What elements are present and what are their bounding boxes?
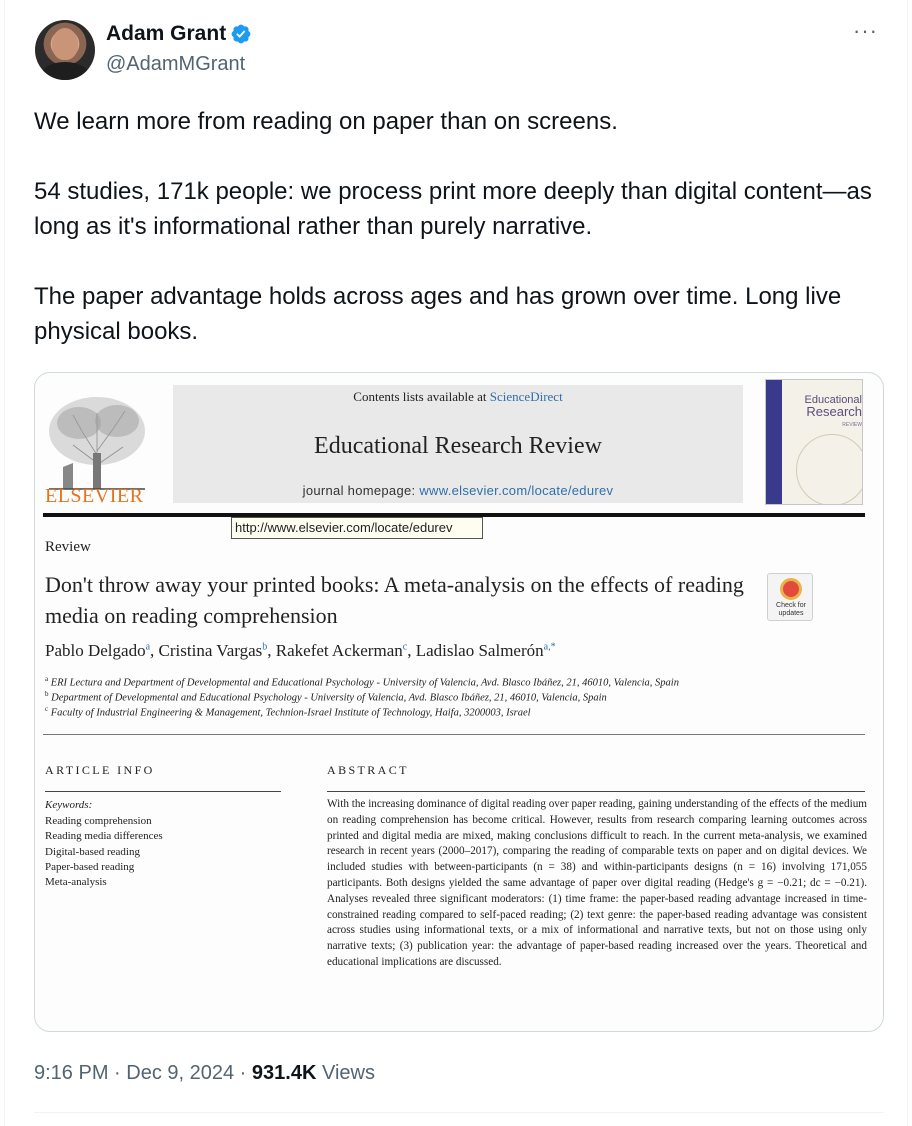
tweet-paragraph: 54 studies, 171k people: we process print more deeply than digital content—as long as it's informational rather than purely narrative. <box>34 178 872 240</box>
author-entry: Ladislao Salmerón <box>415 641 544 660</box>
tweet-time[interactable]: 9:16 PM <box>34 1062 109 1084</box>
homepage-line <box>173 483 743 498</box>
abstract-label: ABSTRACT <box>327 763 409 777</box>
more-icon[interactable]: ··· <box>853 18 878 43</box>
avatar-face <box>52 28 78 60</box>
attached-image[interactable] <box>34 372 884 1032</box>
tweet-date[interactable]: Dec 9, 2024 <box>126 1062 235 1084</box>
author-name-row <box>106 22 252 46</box>
contents-line <box>173 389 743 405</box>
cover-globe <box>796 434 863 505</box>
affiliation-text: ERI Lectura and Department of Developmental and Educational Psychology - University of Valencia, Avd. Blasco Ibáñez, 21, 46010, Valencia, Spain <box>50 677 679 689</box>
author-entry: Pablo Delgado <box>45 641 146 660</box>
cover-title <box>786 394 862 419</box>
journal-cover <box>765 379 863 505</box>
affiliation-sup: b <box>45 690 49 698</box>
affiliation <box>45 690 845 704</box>
author-sup[interactable]: b <box>262 641 268 653</box>
avatar[interactable] <box>35 20 95 80</box>
article-info-rule <box>45 791 281 792</box>
journal-title: Educational Research Review <box>314 433 602 459</box>
tweet-card <box>4 0 908 1126</box>
tweet-meta <box>34 1062 375 1085</box>
check-for-updates-badge[interactable] <box>767 573 813 621</box>
author-sup[interactable]: a,* <box>543 641 556 653</box>
affiliation-text: Faculty of Industrial Engineering & Management, Technion-Israel Institute of Technology, Haifa, 3200003, Israel <box>50 707 531 719</box>
abstract-text: With the increasing dominance of digital reading over paper reading, gaining understanding of the effects of the medium on reading comprehension has become critical. However, results from research comparing learning outcomes across printed and digital media are mixed, making conclusions difficult to reach. In the current meta-analysis, we examined research in recent years (2000–2017), comparing the reading of comparable texts on paper and on digital devices. We included studies with between-participants (n = 38) and within-participants designs (n = 16) involving 171,055 participants. Both designs yielded the same advantage of paper over digital reading (Hedge's g = −0.21; dc = −0.21). Analyses revealed three significant moderators: (1) time frame: the paper-based reading advantage increased in time-constrained reading compared to self-paced reading; (2) text genre: the paper-based reading advantage was consistent across studies using informational texts, or a mix of informational and narrative texts, but not on those using only narrative texts; (3) publication year: the advantage of paper-based reading increased over the years. Theoretical and educational implications are discussed. <box>327 798 867 968</box>
paper-title: Don't throw away your printed books: A meta-analysis on the effects of reading media on reading comprehension <box>45 572 744 628</box>
homepage-link[interactable]: www.elsevier.com/locate/edurev <box>419 483 614 498</box>
author-list: Pablo Delgado$^a$, Cristina Vargas$^b$, Rakefet Ackerman$^c$, Ladislao Salmerón$^{a,*}$ <box>45 641 556 660</box>
tweet-paragraph: We learn more from reading on paper than on screens. <box>34 108 618 135</box>
cover-spine <box>766 380 782 505</box>
article-info-label: ARTICLE INFO <box>45 763 155 777</box>
affiliation-sup: c <box>45 705 49 713</box>
author-name[interactable]: Adam Grant <box>106 22 227 45</box>
verified-badge-icon <box>230 23 252 45</box>
tweet-text <box>34 104 884 349</box>
affiliation-sup: a <box>45 675 49 683</box>
elsevier-label: ELSEVIER <box>45 485 144 507</box>
url-tooltip: http://www.elsevier.com/locate/edurev <box>231 517 483 539</box>
affiliation <box>45 705 845 719</box>
author-sup[interactable]: c <box>402 641 408 653</box>
keyword-item: Reading comprehension <box>45 815 152 827</box>
section-label: Review <box>45 539 91 555</box>
affiliation-text: Department of Developmental and Educational Psychology - University of Valencia, Avd. Blasco Ibáñez, 21, 46010, Valencia, Spain <box>51 692 607 704</box>
keyword-item: Meta-analysis <box>45 876 107 889</box>
keyword-item: Digital-based reading <box>45 845 140 858</box>
abstract-rule <box>327 791 865 792</box>
contents-prefix: Contents lists available at <box>353 389 487 404</box>
tweet-paragraph: The paper advantage holds across ages and has grown over time. Long live physical books. <box>34 283 842 345</box>
bookmark-icon <box>780 578 802 600</box>
cover-title-1: Educational <box>804 394 862 406</box>
affiliation <box>45 675 845 689</box>
keyword-item: Reading media differences <box>45 830 163 843</box>
check-updates-label: Check for updates <box>776 602 806 617</box>
cover-title-2: Research <box>806 404 862 419</box>
keyword-item: Paper-based reading <box>45 860 135 873</box>
journal-header <box>173 385 743 503</box>
meta-separator: · <box>234 1062 252 1084</box>
keywords-label: Keywords: <box>45 799 93 811</box>
section-divider <box>43 734 865 735</box>
author-entry: Rakefet Ackerman <box>275 641 403 660</box>
avatar-shirt <box>41 62 89 80</box>
author-entry: Cristina Vargas <box>158 641 263 660</box>
author-handle[interactable]: @AdamMGrant <box>106 53 246 75</box>
views-count[interactable]: 931.4K <box>251 1062 317 1084</box>
author-sup[interactable]: a <box>145 641 151 653</box>
sciencedirect-link[interactable]: ScienceDirect <box>489 389 563 404</box>
views-label: Views <box>316 1062 375 1084</box>
bottom-divider <box>34 1112 884 1113</box>
homepage-prefix: journal homepage: <box>302 483 416 498</box>
meta-separator: · <box>108 1062 127 1084</box>
keyword-list <box>45 814 163 890</box>
cover-subtitle: REVIEW <box>842 422 862 428</box>
